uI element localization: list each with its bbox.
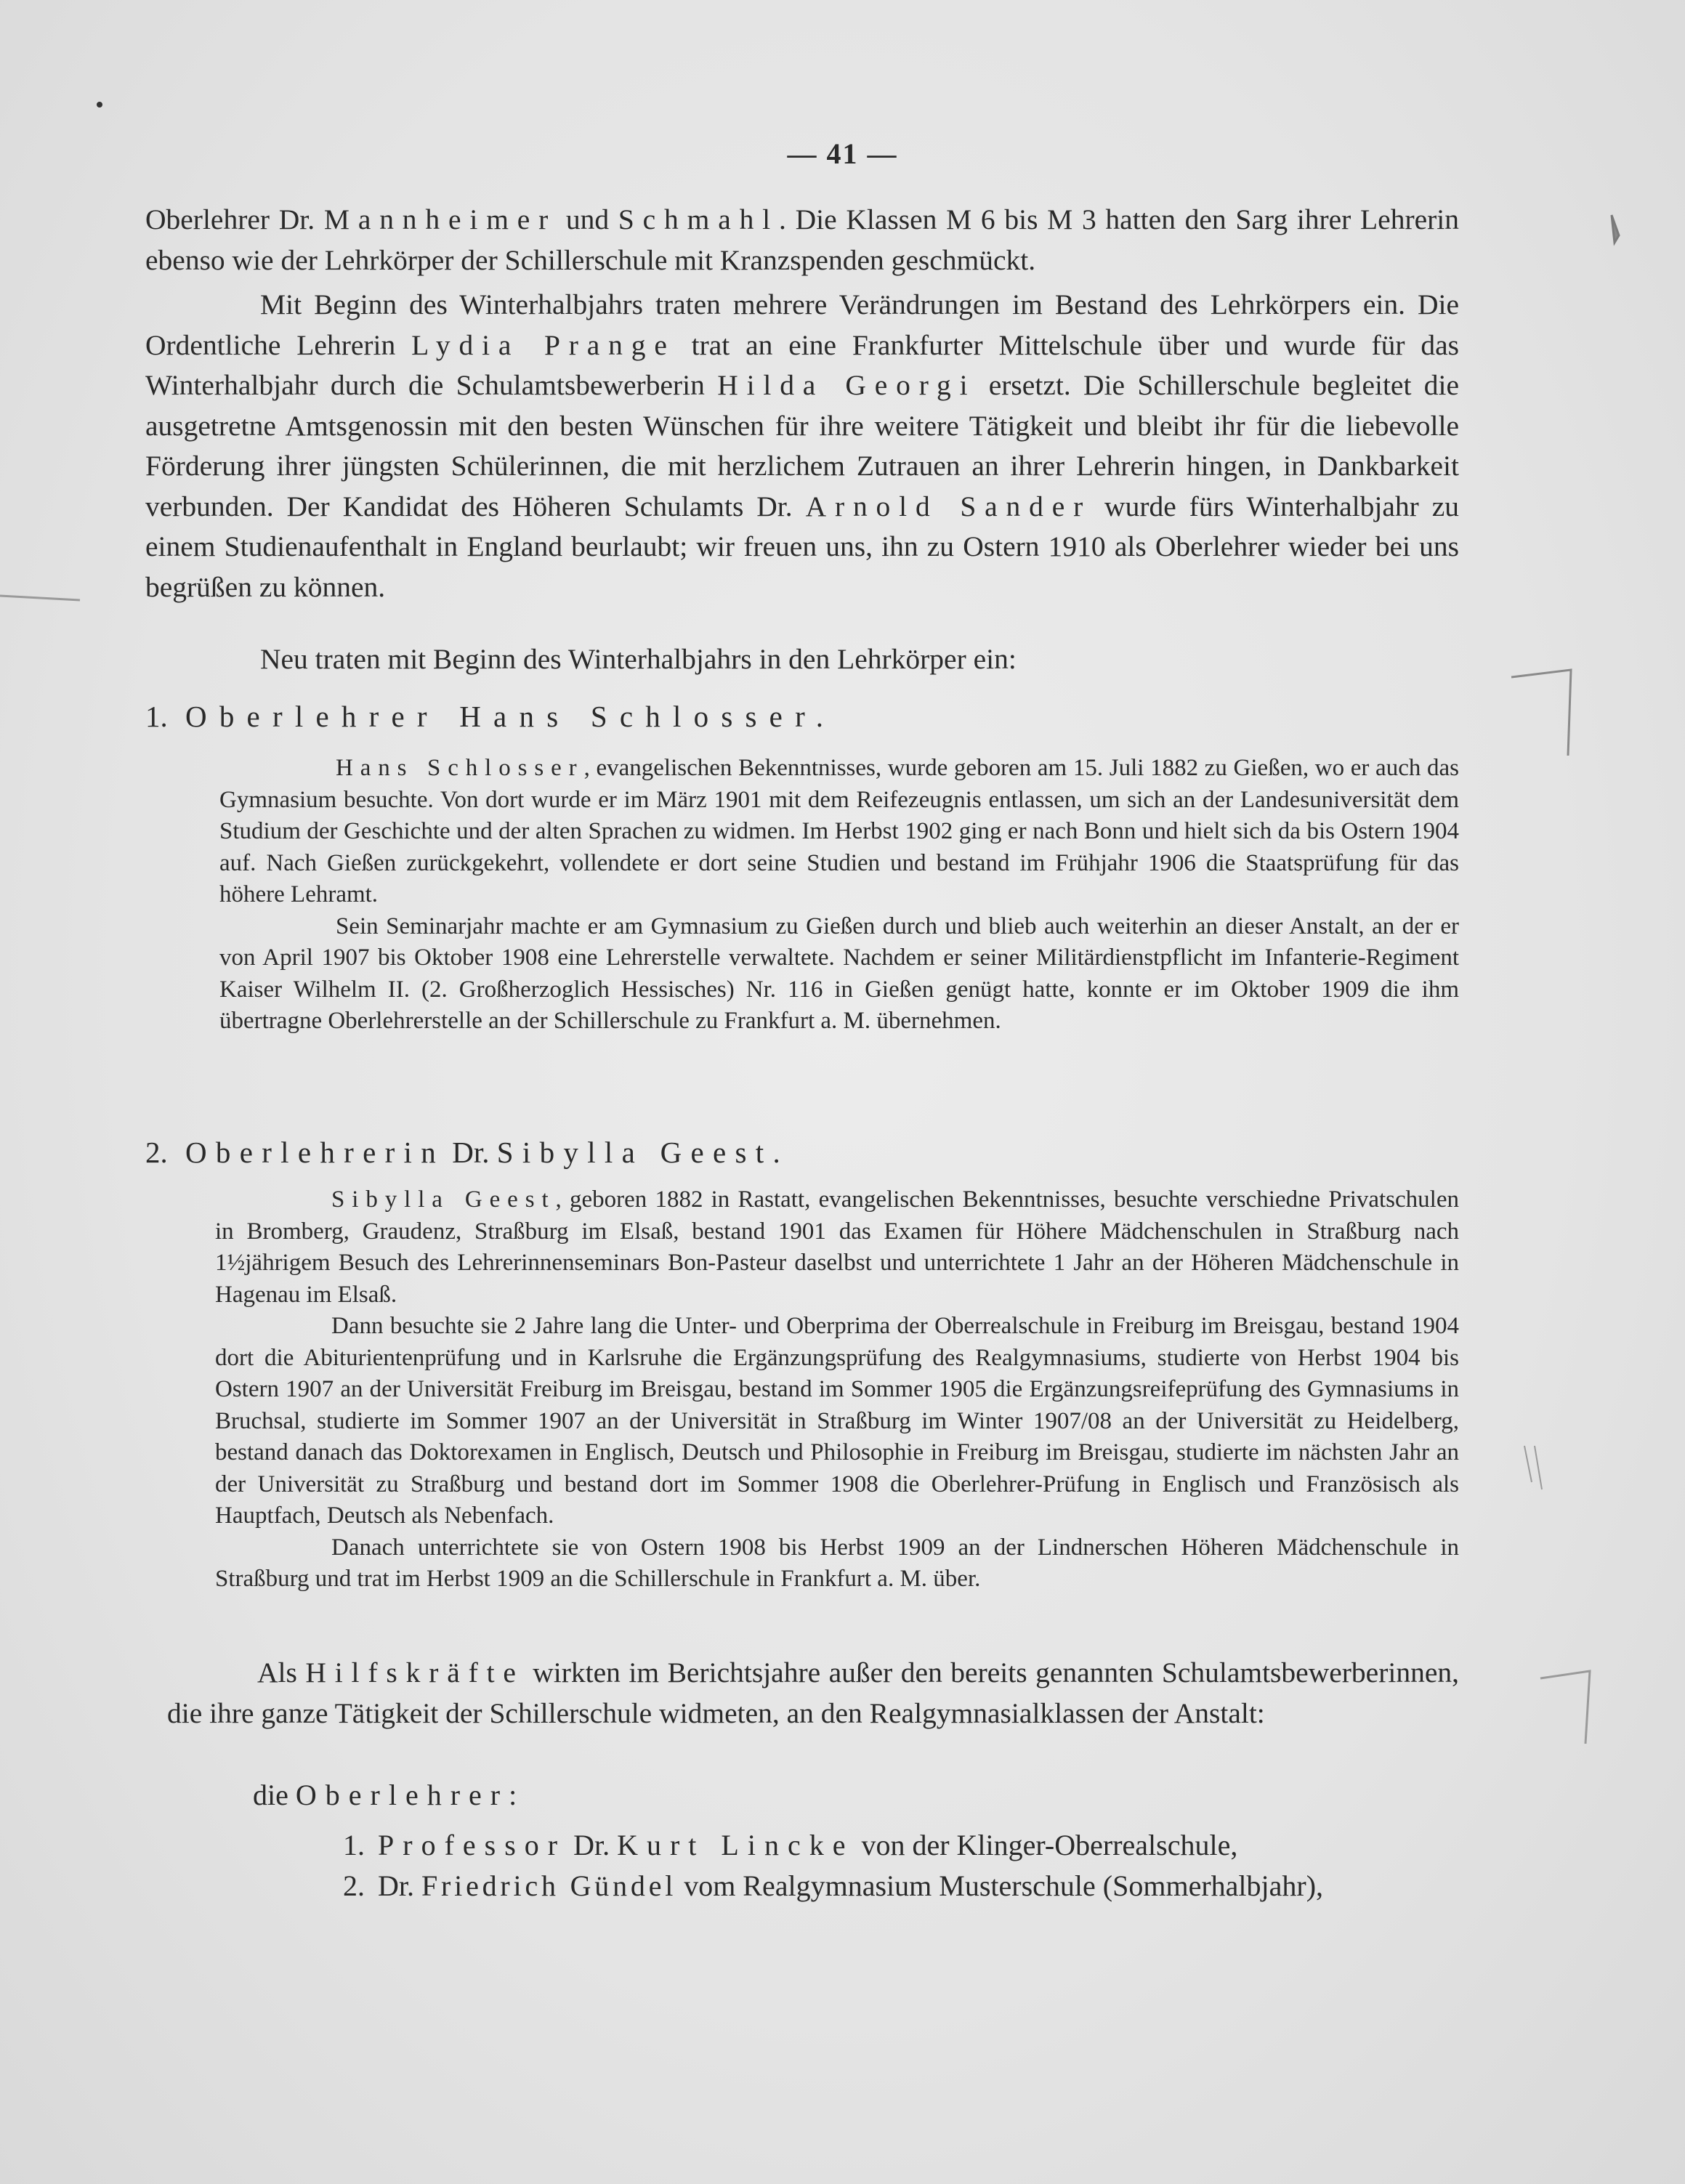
closing-paragraph <box>167 1653 1459 1734</box>
text: wurde fürs Winterhalbjahr zu einem Studienaufenthalt in England beurlaubt; wir freuen uns, ihn zu Ostern 1910 als Oberlehrer wieder bei uns begrüßen zu können. <box>145 490 1459 603</box>
text: wirkten im Berichtsjahre außer den bereits genannten Schulamtsbewerberinnen, die ihre ganze Tätigkeit der Schillerschule widmeten, an den Realgymnasialklassen der Anstalt: <box>167 1657 1459 1729</box>
text: Dr. <box>378 1869 421 1902</box>
text: Als <box>257 1657 306 1688</box>
list-item-2 <box>343 1866 1459 1906</box>
section-2-bio <box>215 1184 1459 1595</box>
right-margin-bracket-lower <box>1540 1671 1590 1744</box>
text: trat an eine Frankfurter Mittelschule über und wurde für das Winterhalbjahr durch die Schulamtsbewerberin <box>145 328 1459 401</box>
term-oberlehrer: Oberlehrer: <box>295 1779 526 1811</box>
text: die <box>253 1779 296 1811</box>
text: Danach unterrichtete sie von Ostern 1908 bis Herbst 1909 an der Lindnerschen Höheren Mädchenschule in Straßburg und trat im Herbst 1909 an die Schillerschule in Frankfurt a. M. über. <box>215 1534 1459 1592</box>
name-hilda-georgi: Hilda Georgi <box>717 369 977 401</box>
section-title: Oberlehrer Hans Schlosser. <box>185 700 836 733</box>
list-number: 1. <box>343 1829 365 1861</box>
title-professor: Professor <box>378 1829 567 1861</box>
name-lydia-prange: Lydia Prange <box>411 328 676 361</box>
right-margin-tick <box>1524 1446 1542 1489</box>
text: Sein Seminarjahr machte er am Gymnasium zu Gießen durch und blieb auch weiterhin an dieser Anstalt, an der er von April 1907 bis Oktober 1908 eine Lehrerstelle verwaltete. Nachdem er seiner Militärdienstpflicht im Infanterie-Regiment Kaiser Wilhelm II. (2. Großherzoglich Hessisches) Nr. 116 in Gießen genügt hatte, konnte er im Oktober 1909 die ihm übertragne Oberlehrerstelle an der Schillerschule zu Frankfurt a. M. übernehmen. <box>219 913 1459 1034</box>
name-schmahl: Schmahl <box>618 203 780 235</box>
text: ersetzt. Die Schillerschule begleitet die ausgetretne Amtsgenossin mit den besten Wünschen für ihre weitere Tätigkeit und bleibt ihr für die liebevolle Förderung ihrer jüngsten Schülerinnen, die mit herzlichem Zutrauen an ihrer Lehrerin hingen, in Dankbarkeit verbunden. Der Kandidat des Höheren Schulamts Dr. <box>145 369 1459 522</box>
name-kurt-lincke: Kurt Lincke <box>617 1829 854 1861</box>
section-2-heading <box>145 1131 1459 1174</box>
paragraph-1 <box>145 200 1459 280</box>
text: Mit Beginn des Winterhalbjahrs traten mehrere Verändrungen im Bestand des Lehrkörpers ein. Die Ordentliche Lehrerin <box>145 288 1459 361</box>
section-number: 1. <box>145 700 168 733</box>
list-intro <box>253 1775 1459 1816</box>
text: Neu traten mit Beginn des Winterhalbjahrs in den Lehrkörper ein: <box>260 643 1017 675</box>
text: von der Klinger-Oberrealschule, <box>854 1829 1238 1861</box>
page-number: — 41 — <box>787 137 898 170</box>
name-mannheimer: Mannheimer <box>323 203 557 235</box>
text: vom Realgymnasium Musterschule (Sommerhalbjahr), <box>676 1869 1324 1902</box>
ink-speck <box>97 102 102 108</box>
list-number: 2. <box>343 1869 365 1902</box>
section-number: 2. <box>145 1136 168 1169</box>
term-hilfskraefte: Hilfskräfte <box>305 1657 525 1688</box>
name-arnold-sander: Arnold Sander <box>805 490 1092 522</box>
paragraph-2 <box>145 285 1459 607</box>
right-margin-bracket <box>1511 670 1571 756</box>
section-title-dr: Dr. <box>445 1136 497 1169</box>
text: , evangelischen Bekenntnisses, wurde geboren am 15. Juli 1882 zu Gießen, wo er auch das Gymnasium besuchte. Von dort wurde er im März 1901 mit dem Reifezeugnis entlassen, um sich an der Landesuniversität dem Studium der Geschichte und der alten Sprachen zu widmen. Im Herbst 1902 ging er nach Bonn und hielt sich da bis Ostern 1904 auf. Nach Gießen zurückgekehrt, vollendete er dort seine Studien und bestand im Frühjahr 1906 die Staatsprüfung für das höhere Lehramt. <box>219 755 1459 907</box>
right-margin-smudge <box>1612 215 1619 243</box>
section-title-name: Sibylla Geest. <box>496 1136 790 1169</box>
section-1-heading <box>145 695 1459 738</box>
text: Oberlehrer Dr. <box>145 203 324 235</box>
left-margin-dash <box>0 596 80 600</box>
name-sibylla-geest: Sibylla Geest <box>331 1186 556 1213</box>
text: Dann besuchte sie 2 Jahre lang die Unter- und Oberprima der Oberrealschule in Freiburg im Breisgau, bestand 1904 dort die Abiturientenprüfung und in Karlsruhe die Ergänzungsprüfung des Realgymnasiums, studierte von Herbst 1904 bis Ostern 1907 an der Universität Freiburg im Breisgau, bestand im Sommer 1905 die Ergänzungsreifeprüfung des Gymnasiums in Bruchsal, studierte im Sommer 1907 an der Universität in Straßburg im Winter 1907/08 an der Universität zu Heidelberg, bestand danach das Doktorexamen in Englisch, Deutsch und Philosophie in Freiburg im Breisgau, studierte im nächsten Jahr an der Universität zu Straßburg und bestand dort im Sommer 1908 die Oberlehrer-Prüfung in Englisch und Französisch als Hauptfach, Deutsch als Nebenfach. <box>215 1313 1459 1529</box>
list-item-1 <box>343 1825 1459 1866</box>
section-title-role: Oberlehrerin <box>185 1136 445 1169</box>
text: . Die Klassen M 6 bis M 3 hatten den Sarg ihrer Lehrerin ebenso wie der Lehrkörper der Schillerschule mit Kranzspenden geschmückt. <box>145 203 1460 276</box>
paragraph-3 <box>145 639 1459 680</box>
text: und <box>557 203 618 235</box>
section-1-bio <box>219 753 1459 1038</box>
name-hans-schlosser: Hans Schlosser <box>336 755 584 781</box>
text: Dr. <box>566 1829 618 1861</box>
text: , geboren 1882 in Rastatt, evangelischen Bekenntnisses, besuchte verschiedne Privatschulen in Bromberg, Graudenz, Straßburg im Elsaß, bestand 1901 das Examen für Höhere Mädchenschulen in Straßburg nach 1½jährigem Besuch des Lehrerinnenseminars Bon-Pasteur daselbst und unterrichtete 1 Jahr an der Höheren Mädchenschule in Hagenau im Elsaß. <box>215 1186 1459 1308</box>
name-friedrich-guendel: Friedrich Gündel <box>421 1869 677 1902</box>
